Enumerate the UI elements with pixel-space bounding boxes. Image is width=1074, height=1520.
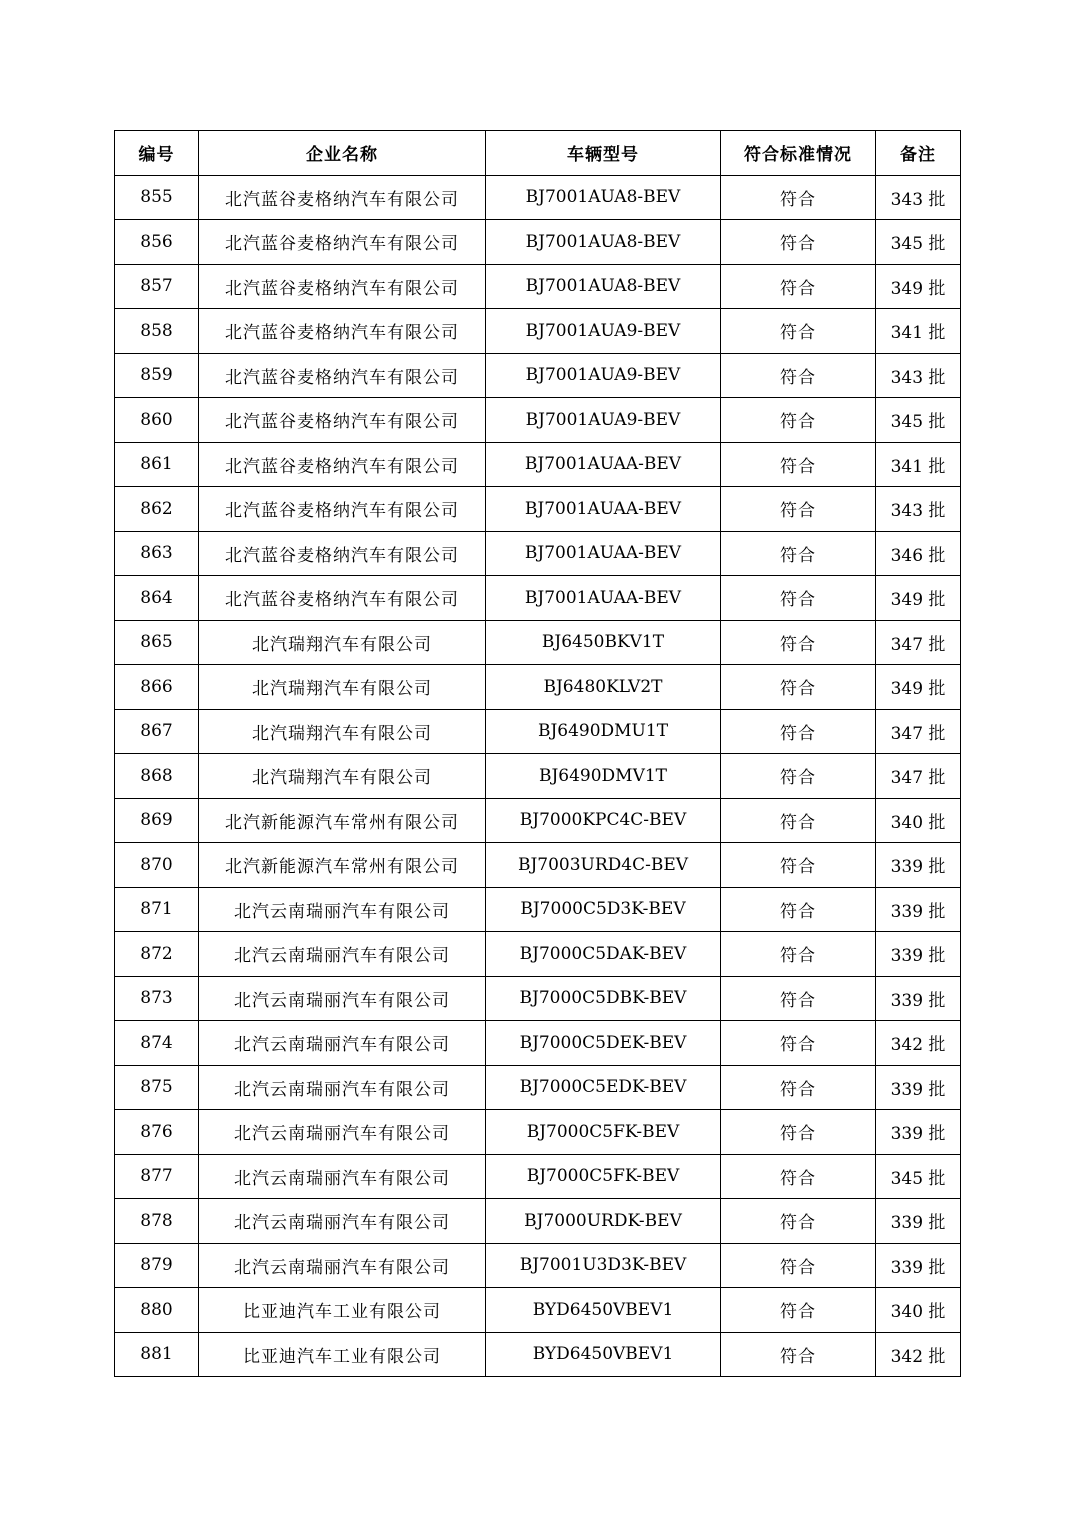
header-standard: 符合标准情况 <box>721 131 876 176</box>
cell-no: 870 <box>115 843 199 888</box>
cell-model: BJ7001AUA9-BEV <box>486 309 721 354</box>
cell-standard: 符合 <box>721 843 876 888</box>
cell-note: 339 批 <box>876 976 961 1021</box>
cell-no: 874 <box>115 1021 199 1066</box>
cell-no: 865 <box>115 620 199 665</box>
cell-note: 345 批 <box>876 220 961 265</box>
cell-note: 341 批 <box>876 309 961 354</box>
table-row <box>115 264 961 309</box>
table-row <box>115 798 961 843</box>
table-row <box>115 576 961 621</box>
cell-no: 879 <box>115 1243 199 1288</box>
cell-company: 北汽瑞翔汽车有限公司 <box>199 665 486 710</box>
cell-company: 比亚迪汽车工业有限公司 <box>199 1332 486 1377</box>
cell-company: 北汽瑞翔汽车有限公司 <box>199 709 486 754</box>
cell-no: 873 <box>115 976 199 1021</box>
table-row <box>115 220 961 265</box>
cell-model: BJ7001AUAA-BEV <box>486 442 721 487</box>
cell-standard: 符合 <box>721 309 876 354</box>
cell-company: 比亚迪汽车工业有限公司 <box>199 1288 486 1333</box>
vehicle-compliance-table <box>114 130 961 1377</box>
cell-no: 866 <box>115 665 199 710</box>
cell-company: 北汽云南瑞丽汽车有限公司 <box>199 932 486 977</box>
table-header-row <box>115 131 961 176</box>
cell-company: 北汽云南瑞丽汽车有限公司 <box>199 1065 486 1110</box>
cell-model: BJ6490DMV1T <box>486 754 721 799</box>
cell-note: 339 批 <box>876 843 961 888</box>
cell-standard: 符合 <box>721 175 876 220</box>
cell-standard: 符合 <box>721 531 876 576</box>
cell-standard: 符合 <box>721 1199 876 1244</box>
cell-standard: 符合 <box>721 1332 876 1377</box>
cell-model: BJ7000C5DBK-BEV <box>486 976 721 1021</box>
table-row <box>115 754 961 799</box>
cell-standard: 符合 <box>721 665 876 710</box>
cell-company: 北汽蓝谷麦格纳汽车有限公司 <box>199 264 486 309</box>
cell-model: BJ7001U3D3K-BEV <box>486 1243 721 1288</box>
table-row <box>115 1243 961 1288</box>
cell-model: BJ7001AUAA-BEV <box>486 487 721 532</box>
cell-no: 857 <box>115 264 199 309</box>
cell-no: 860 <box>115 398 199 443</box>
cell-model: BJ7000C5EDK-BEV <box>486 1065 721 1110</box>
cell-company: 北汽蓝谷麦格纳汽车有限公司 <box>199 220 486 265</box>
cell-model: BJ6480KLV2T <box>486 665 721 710</box>
cell-company: 北汽蓝谷麦格纳汽车有限公司 <box>199 175 486 220</box>
cell-no: 864 <box>115 576 199 621</box>
cell-standard: 符合 <box>721 576 876 621</box>
table-row <box>115 932 961 977</box>
header-company: 企业名称 <box>199 131 486 176</box>
table-row <box>115 976 961 1021</box>
header-no: 编号 <box>115 131 199 176</box>
table-row <box>115 1154 961 1199</box>
table-row <box>115 309 961 354</box>
cell-note: 343 批 <box>876 353 961 398</box>
cell-standard: 符合 <box>721 1021 876 1066</box>
cell-no: 856 <box>115 220 199 265</box>
cell-company: 北汽蓝谷麦格纳汽车有限公司 <box>199 531 486 576</box>
cell-standard: 符合 <box>721 1154 876 1199</box>
cell-no: 862 <box>115 487 199 532</box>
cell-company: 北汽瑞翔汽车有限公司 <box>199 620 486 665</box>
cell-no: 881 <box>115 1332 199 1377</box>
cell-no: 861 <box>115 442 199 487</box>
cell-company: 北汽蓝谷麦格纳汽车有限公司 <box>199 442 486 487</box>
cell-model: BJ7001AUAA-BEV <box>486 531 721 576</box>
cell-standard: 符合 <box>721 798 876 843</box>
cell-standard: 符合 <box>721 1065 876 1110</box>
cell-model: BJ7001AUA8-BEV <box>486 220 721 265</box>
cell-standard: 符合 <box>721 620 876 665</box>
cell-note: 343 批 <box>876 175 961 220</box>
table-body <box>115 175 961 1377</box>
cell-no: 877 <box>115 1154 199 1199</box>
cell-note: 343 批 <box>876 487 961 532</box>
cell-no: 876 <box>115 1110 199 1155</box>
cell-model: BJ7000C5FK-BEV <box>486 1110 721 1155</box>
cell-company: 北汽新能源汽车常州有限公司 <box>199 843 486 888</box>
cell-note: 349 批 <box>876 665 961 710</box>
cell-standard: 符合 <box>721 487 876 532</box>
table-row <box>115 843 961 888</box>
table-row <box>115 887 961 932</box>
cell-model: BJ7000C5DAK-BEV <box>486 932 721 977</box>
table-row <box>115 709 961 754</box>
cell-note: 345 批 <box>876 1154 961 1199</box>
table-row <box>115 665 961 710</box>
cell-model: BJ7003URD4C-BEV <box>486 843 721 888</box>
cell-company: 北汽新能源汽车常州有限公司 <box>199 798 486 843</box>
cell-note: 342 批 <box>876 1021 961 1066</box>
cell-note: 339 批 <box>876 1199 961 1244</box>
cell-model: BJ7001AUA9-BEV <box>486 353 721 398</box>
table-row <box>115 1288 961 1333</box>
table-row <box>115 353 961 398</box>
cell-no: 863 <box>115 531 199 576</box>
table-row <box>115 531 961 576</box>
cell-standard: 符合 <box>721 887 876 932</box>
cell-standard: 符合 <box>721 264 876 309</box>
cell-model: BJ7001AUA8-BEV <box>486 175 721 220</box>
cell-note: 346 批 <box>876 531 961 576</box>
cell-no: 859 <box>115 353 199 398</box>
cell-note: 341 批 <box>876 442 961 487</box>
cell-standard: 符合 <box>721 398 876 443</box>
cell-model: BJ7000KPC4C-BEV <box>486 798 721 843</box>
cell-model: BYD6450VBEV1 <box>486 1332 721 1377</box>
cell-standard: 符合 <box>721 976 876 1021</box>
cell-note: 347 批 <box>876 620 961 665</box>
cell-company: 北汽蓝谷麦格纳汽车有限公司 <box>199 576 486 621</box>
cell-company: 北汽云南瑞丽汽车有限公司 <box>199 887 486 932</box>
table-row <box>115 1332 961 1377</box>
table-row <box>115 620 961 665</box>
cell-model: BJ7000URDK-BEV <box>486 1199 721 1244</box>
cell-note: 347 批 <box>876 709 961 754</box>
table-row <box>115 487 961 532</box>
table-row <box>115 1110 961 1155</box>
cell-company: 北汽云南瑞丽汽车有限公司 <box>199 1199 486 1244</box>
cell-note: 339 批 <box>876 1065 961 1110</box>
cell-no: 880 <box>115 1288 199 1333</box>
cell-model: BJ7001AUA8-BEV <box>486 264 721 309</box>
cell-standard: 符合 <box>721 353 876 398</box>
cell-standard: 符合 <box>721 442 876 487</box>
cell-no: 858 <box>115 309 199 354</box>
cell-no: 868 <box>115 754 199 799</box>
cell-note: 347 批 <box>876 754 961 799</box>
cell-standard: 符合 <box>721 709 876 754</box>
cell-company: 北汽蓝谷麦格纳汽车有限公司 <box>199 487 486 532</box>
table-row <box>115 442 961 487</box>
cell-company: 北汽蓝谷麦格纳汽车有限公司 <box>199 398 486 443</box>
cell-model: BJ7001AUAA-BEV <box>486 576 721 621</box>
cell-note: 339 批 <box>876 1110 961 1155</box>
cell-standard: 符合 <box>721 932 876 977</box>
cell-standard: 符合 <box>721 754 876 799</box>
cell-no: 875 <box>115 1065 199 1110</box>
cell-model: BJ7000C5FK-BEV <box>486 1154 721 1199</box>
cell-standard: 符合 <box>721 1110 876 1155</box>
cell-note: 345 批 <box>876 398 961 443</box>
cell-model: BJ7001AUA9-BEV <box>486 398 721 443</box>
cell-model: BJ6490DMU1T <box>486 709 721 754</box>
cell-no: 872 <box>115 932 199 977</box>
cell-company: 北汽蓝谷麦格纳汽车有限公司 <box>199 353 486 398</box>
cell-company: 北汽瑞翔汽车有限公司 <box>199 754 486 799</box>
cell-no: 869 <box>115 798 199 843</box>
header-model: 车辆型号 <box>486 131 721 176</box>
cell-company: 北汽云南瑞丽汽车有限公司 <box>199 976 486 1021</box>
cell-no: 878 <box>115 1199 199 1244</box>
header-note: 备注 <box>876 131 961 176</box>
cell-note: 340 批 <box>876 798 961 843</box>
table-row <box>115 1065 961 1110</box>
cell-no: 871 <box>115 887 199 932</box>
cell-company: 北汽云南瑞丽汽车有限公司 <box>199 1110 486 1155</box>
cell-model: BJ7000C5D3K-BEV <box>486 887 721 932</box>
cell-company: 北汽蓝谷麦格纳汽车有限公司 <box>199 309 486 354</box>
cell-company: 北汽云南瑞丽汽车有限公司 <box>199 1154 486 1199</box>
cell-note: 339 批 <box>876 1243 961 1288</box>
cell-no: 867 <box>115 709 199 754</box>
cell-model: BJ6450BKV1T <box>486 620 721 665</box>
cell-company: 北汽云南瑞丽汽车有限公司 <box>199 1243 486 1288</box>
cell-no: 855 <box>115 175 199 220</box>
cell-note: 340 批 <box>876 1288 961 1333</box>
table-row <box>115 175 961 220</box>
cell-standard: 符合 <box>721 220 876 265</box>
table-row <box>115 398 961 443</box>
cell-note: 339 批 <box>876 887 961 932</box>
cell-note: 342 批 <box>876 1332 961 1377</box>
cell-model: BJ7000C5DEK-BEV <box>486 1021 721 1066</box>
cell-model: BYD6450VBEV1 <box>486 1288 721 1333</box>
cell-company: 北汽云南瑞丽汽车有限公司 <box>199 1021 486 1066</box>
cell-note: 339 批 <box>876 932 961 977</box>
cell-standard: 符合 <box>721 1288 876 1333</box>
cell-standard: 符合 <box>721 1243 876 1288</box>
cell-note: 349 批 <box>876 576 961 621</box>
cell-note: 349 批 <box>876 264 961 309</box>
table-row <box>115 1199 961 1244</box>
table-row <box>115 1021 961 1066</box>
